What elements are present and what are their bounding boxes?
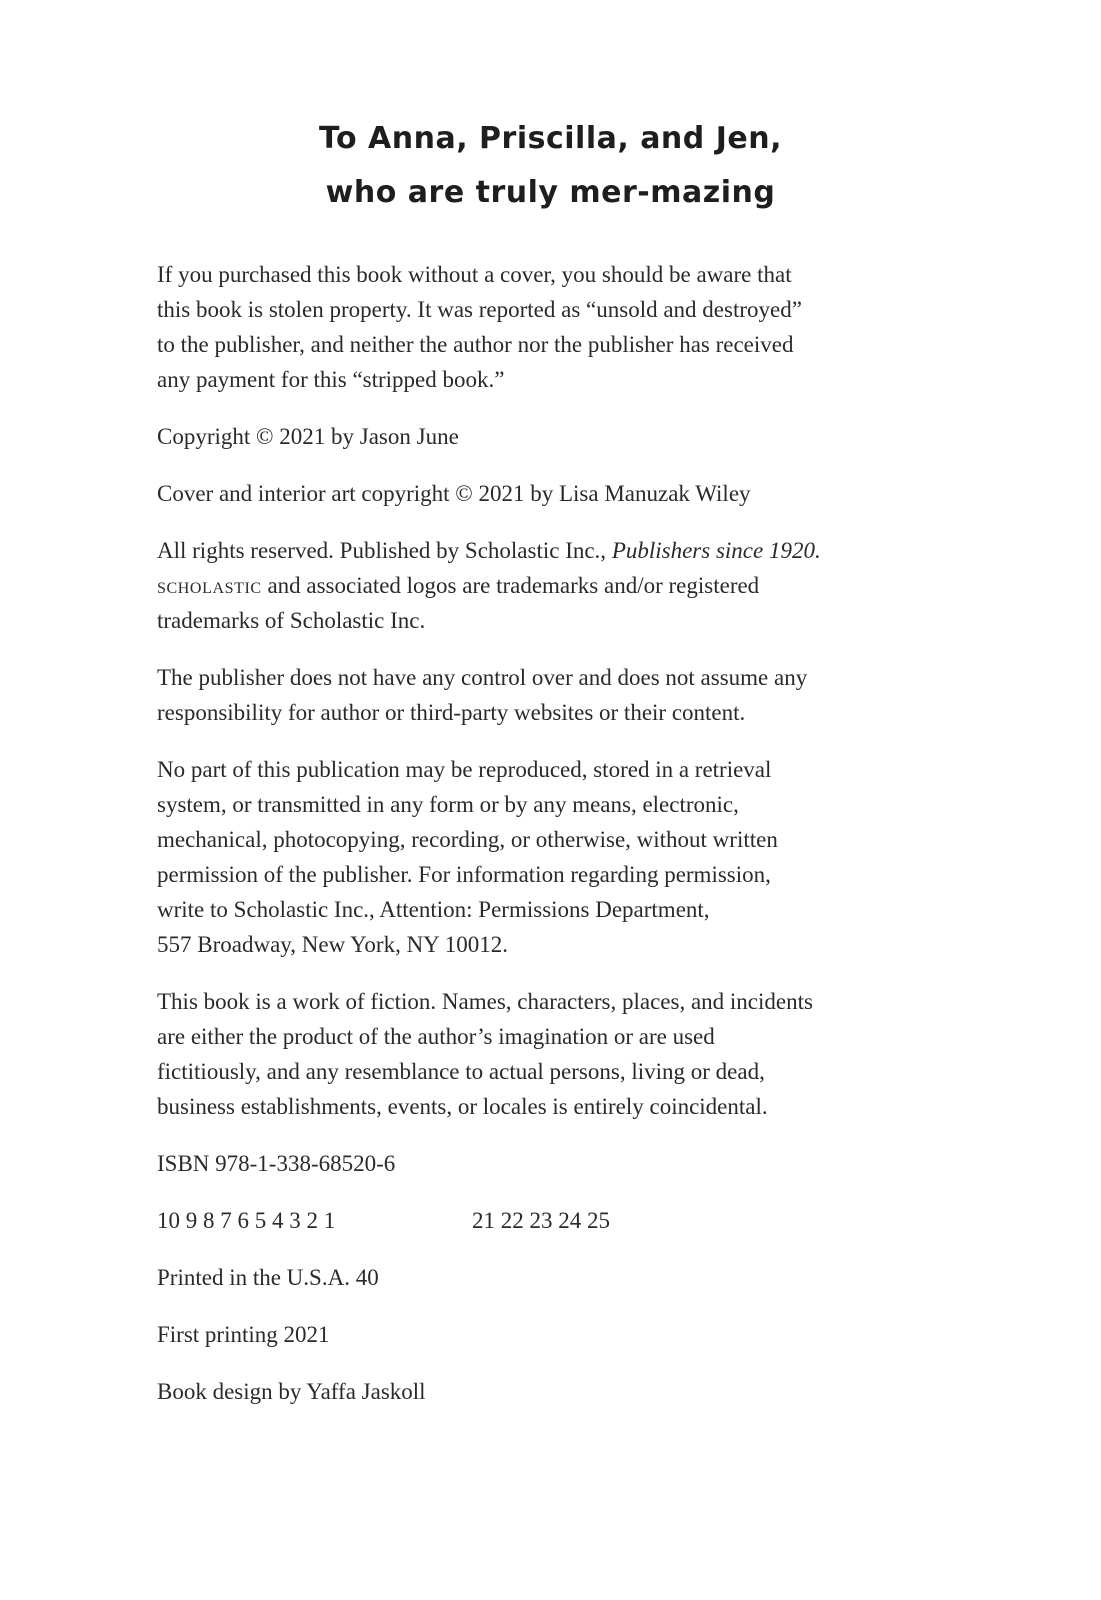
fiction-notice: [157, 984, 937, 1124]
rights-line-1-text: All rights reserved. Published by Scholastic Inc.,: [157, 538, 612, 563]
stripped-book-notice: [157, 257, 937, 397]
rights-reserved-notice: [157, 533, 937, 638]
reproduction-line: mechanical, photocopying, recording, or otherwise, without written: [157, 827, 778, 852]
printed-in: Printed in the U.S.A. 40: [157, 1265, 379, 1290]
stripped-notice-line: If you purchased this book without a cover, you should be aware that: [157, 262, 792, 287]
reproduction-line: system, or transmitted in any form or by any means, electronic,: [157, 792, 739, 817]
stripped-notice-line: to the publisher, and neither the author nor the publisher has received: [157, 332, 794, 357]
reproduction-line: No part of this publication may be reproduced, stored in a retrieval: [157, 757, 772, 782]
fiction-line: fictitiously, and any resemblance to actual persons, living or dead,: [157, 1059, 765, 1084]
fiction-line: are either the product of the author’s imagination or are used: [157, 1024, 715, 1049]
dedication: [0, 112, 1101, 220]
printing-years: 21 22 23 24 25: [472, 1208, 610, 1233]
isbn: ISBN 978-1-338-68520-6: [157, 1151, 396, 1176]
book-design-credit: Book design by Yaffa Jaskoll: [157, 1379, 426, 1404]
stripped-notice-line: this book is stolen property. It was reported as “unsold and destroyed”: [157, 297, 802, 322]
stripped-notice-line: any payment for this “stripped book.”: [157, 367, 505, 392]
publisher-disclaimer: [157, 660, 937, 730]
rights-line-1: [157, 533, 937, 568]
rights-line-2-text: and associated logos are trademarks and/or registered: [261, 573, 760, 598]
rights-line-2: [157, 568, 937, 603]
rights-line-3: trademarks of Scholastic Inc.: [157, 608, 426, 633]
reproduction-line: 557 Broadway, New York, NY 10012.: [157, 932, 508, 957]
reproduction-line: permission of the publisher. For information regarding permission,: [157, 862, 771, 887]
printing-numbers: [157, 1203, 937, 1238]
disclaimer-line: The publisher does not have any control over and does not assume any: [157, 665, 808, 690]
publisher-tagline: Publishers since 1920.: [611, 538, 821, 563]
reproduction-notice: [157, 752, 937, 962]
reproduction-line: write to Scholastic Inc., Attention: Permissions Department,: [157, 897, 710, 922]
fiction-line: business establishments, events, or locales is entirely coincidental.: [157, 1094, 768, 1119]
copyright-line: Copyright © 2021 by Jason June: [157, 424, 459, 449]
scholastic-wordmark: scholastic: [157, 573, 262, 598]
copyright-body: [157, 257, 937, 1431]
dedication-line-2: who are truly mer-mazing: [325, 175, 776, 210]
fiction-line: This book is a work of fiction. Names, characters, places, and incidents: [157, 989, 813, 1014]
first-printing: First printing 2021: [157, 1322, 330, 1347]
art-copyright-line: Cover and interior art copyright © 2021 by Lisa Manuzak Wiley: [157, 481, 751, 506]
printing-sequence: 10 9 8 7 6 5 4 3 2 1: [157, 1208, 336, 1233]
disclaimer-line: responsibility for author or third-party websites or their content.: [157, 700, 746, 725]
dedication-line-1: To Anna, Priscilla, and Jen,: [319, 121, 782, 156]
